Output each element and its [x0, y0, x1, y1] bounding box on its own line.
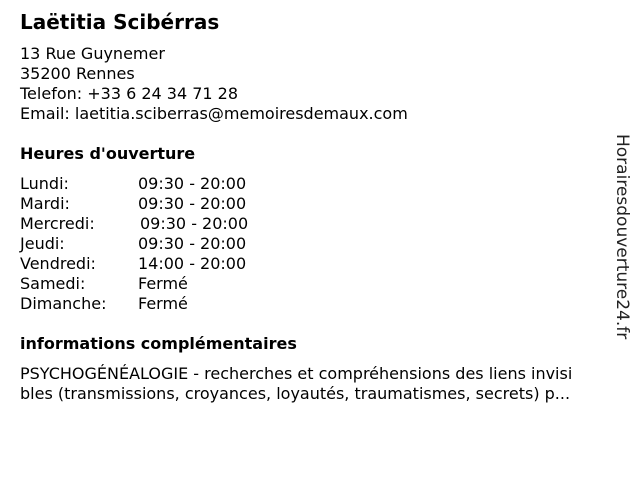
site-watermark: Horairesdouverture24.fr	[612, 134, 632, 340]
time-value: 09:30 - 20:00	[138, 194, 247, 213]
additional-info-text	[20, 364, 620, 404]
business-name: Laëtitia Scibérras	[20, 10, 220, 34]
time-value: 09:30 - 20:00	[140, 214, 249, 233]
time-value: 14:00 - 20:00	[138, 254, 247, 273]
day-label: Mercredi:	[20, 214, 95, 233]
phone-text: Telefon: +33 6 24 34 71 28	[20, 84, 239, 103]
day-label: Mardi:	[20, 194, 70, 213]
time-value: Fermé	[138, 274, 188, 293]
day-label: Jeudi:	[20, 234, 65, 253]
description-line: PSYCHOGÉNÉALOGIE - recherches et compréhensions des liens invisi	[20, 364, 573, 383]
address-street: 13 Rue Guynemer	[20, 44, 165, 63]
day-label: Lundi:	[20, 174, 69, 193]
opening-hours-heading: Heures d'ouverture	[20, 144, 196, 163]
description-line: bles (transmissions, croyances, loyautés, traumatismes, secrets) p...	[20, 384, 571, 403]
day-label: Samedi:	[20, 274, 86, 293]
day-label: Vendredi:	[20, 254, 96, 273]
address-city: 35200 Rennes	[20, 64, 135, 83]
time-value: 09:30 - 20:00	[138, 234, 247, 253]
additional-info-heading: informations complémentaires	[20, 334, 297, 353]
time-value: 09:30 - 20:00	[138, 174, 247, 193]
time-value: Fermé	[138, 294, 188, 313]
contact-block	[20, 44, 408, 124]
email-text: Email: laetitia.sciberras@memoiresdemaux.com	[20, 104, 408, 123]
day-label: Dimanche:	[20, 294, 107, 313]
